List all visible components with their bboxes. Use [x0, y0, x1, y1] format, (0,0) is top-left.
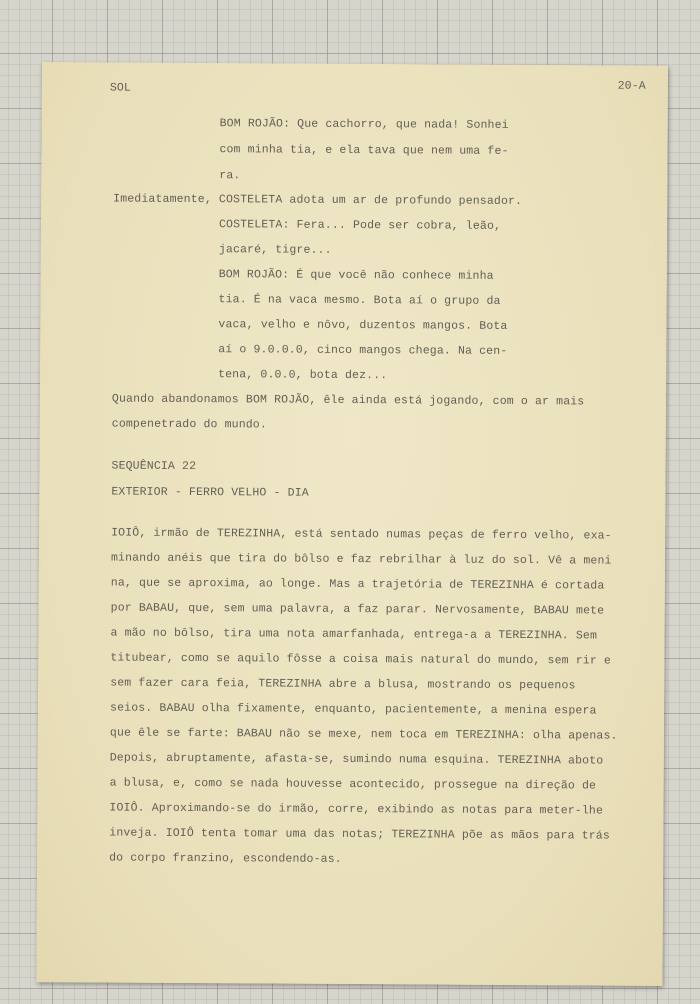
paragraph-line: minando anéis que tira do bôlso e faz rebrilhar à luz do sol. Vê a meni: [110, 551, 612, 568]
paragraph-line: sem fazer cara feia, TEREZINHA abre a blusa, mostrando os pequenos: [110, 676, 576, 693]
scene-slugline: EXTERIOR - FERRO VELHO - DIA: [111, 485, 309, 500]
paragraph-line: a mão no bôlso, tira uma nota amarfanhada, entrega-a a TEREZINHA. Sem: [110, 626, 598, 643]
paragraph-line: seios. BABAU olha fixamente, enquanto, pacientemente, a menina espera: [110, 701, 597, 718]
dialog-line: tena, 0.0.0, bota dez...: [218, 368, 388, 383]
paragraph-line: do corpo franzino, escondendo-as.: [109, 851, 342, 866]
dialog-line: ra.: [219, 169, 241, 183]
paragraph-line: por BABAU, que, sem uma palavra, a faz parar. Nervosamente, BABAU mete: [110, 601, 605, 618]
action-line: Quando abandonamos BOM ROJÃO, êle ainda está jogando, com o ar mais: [111, 392, 585, 409]
header-title: SOL: [109, 81, 132, 95]
paragraph-line: inveja. IOIÔ tenta tomar uma das notas; TEREZINHA põe as mãos para trás: [109, 826, 610, 843]
dialog-line: com minha tia, e ela tava que nem uma fe-: [219, 143, 509, 158]
typewritten-page: [36, 62, 668, 986]
dialog-line: tia. É na vaca mesmo. Bota aí o grupo da: [218, 293, 501, 308]
dialog-line: COSTELETA: Fera... Pode ser cobra, leão,: [218, 218, 502, 233]
paragraph-line: na, que se aproxima, ao longe. Mas a trajetória de TEREZINHA é cortada: [110, 576, 605, 593]
page-number: 20-A: [617, 79, 646, 93]
scene-number: SEQUÊNCIA 22: [111, 459, 197, 474]
dialog-line: BOM ROJÃO: Que cachorro, que nada! Sonhei: [219, 117, 509, 132]
action-line: compenetrado do mundo.: [111, 417, 267, 432]
dialog-line: vaca, velho e nôvo, duzentos mangos. Bota: [218, 318, 508, 333]
paragraph-line: a blusa, e, como se nada houvesse acontecido, prossegue na direção de: [109, 776, 597, 793]
paragraph-line: IOIÔ. Aproximando-se do irmão, corre, exibindo as notas para meter-lhe: [109, 801, 604, 818]
paragraph-line: Depois, abruptamente, afasta-se, sumindo numa esquina. TEREZINHA aboto: [109, 751, 604, 768]
paragraph-line: IOIÔ, irmão de TEREZINHA, está sentado numas peças de ferro velho, exa-: [111, 526, 612, 543]
paragraph-line: que êle se farte: BABAU não se mexe, nem toca em TEREZINHA: olha apenas.: [109, 726, 618, 743]
action-line: Imediatamente, COSTELETA adota um ar de profundo pensador.: [113, 192, 523, 209]
dialog-line: jacaré, tigre...: [218, 243, 332, 257]
dialog-line: aí o 9.0.0.0, cinco mangos chega. Na cen-: [218, 343, 508, 358]
paragraph-line: titubear, como se aquilo fôsse a coisa mais natural do mundo, sem rir e: [110, 651, 612, 668]
dialog-line: BOM ROJÃO: É que você não conhece minha: [218, 268, 494, 283]
